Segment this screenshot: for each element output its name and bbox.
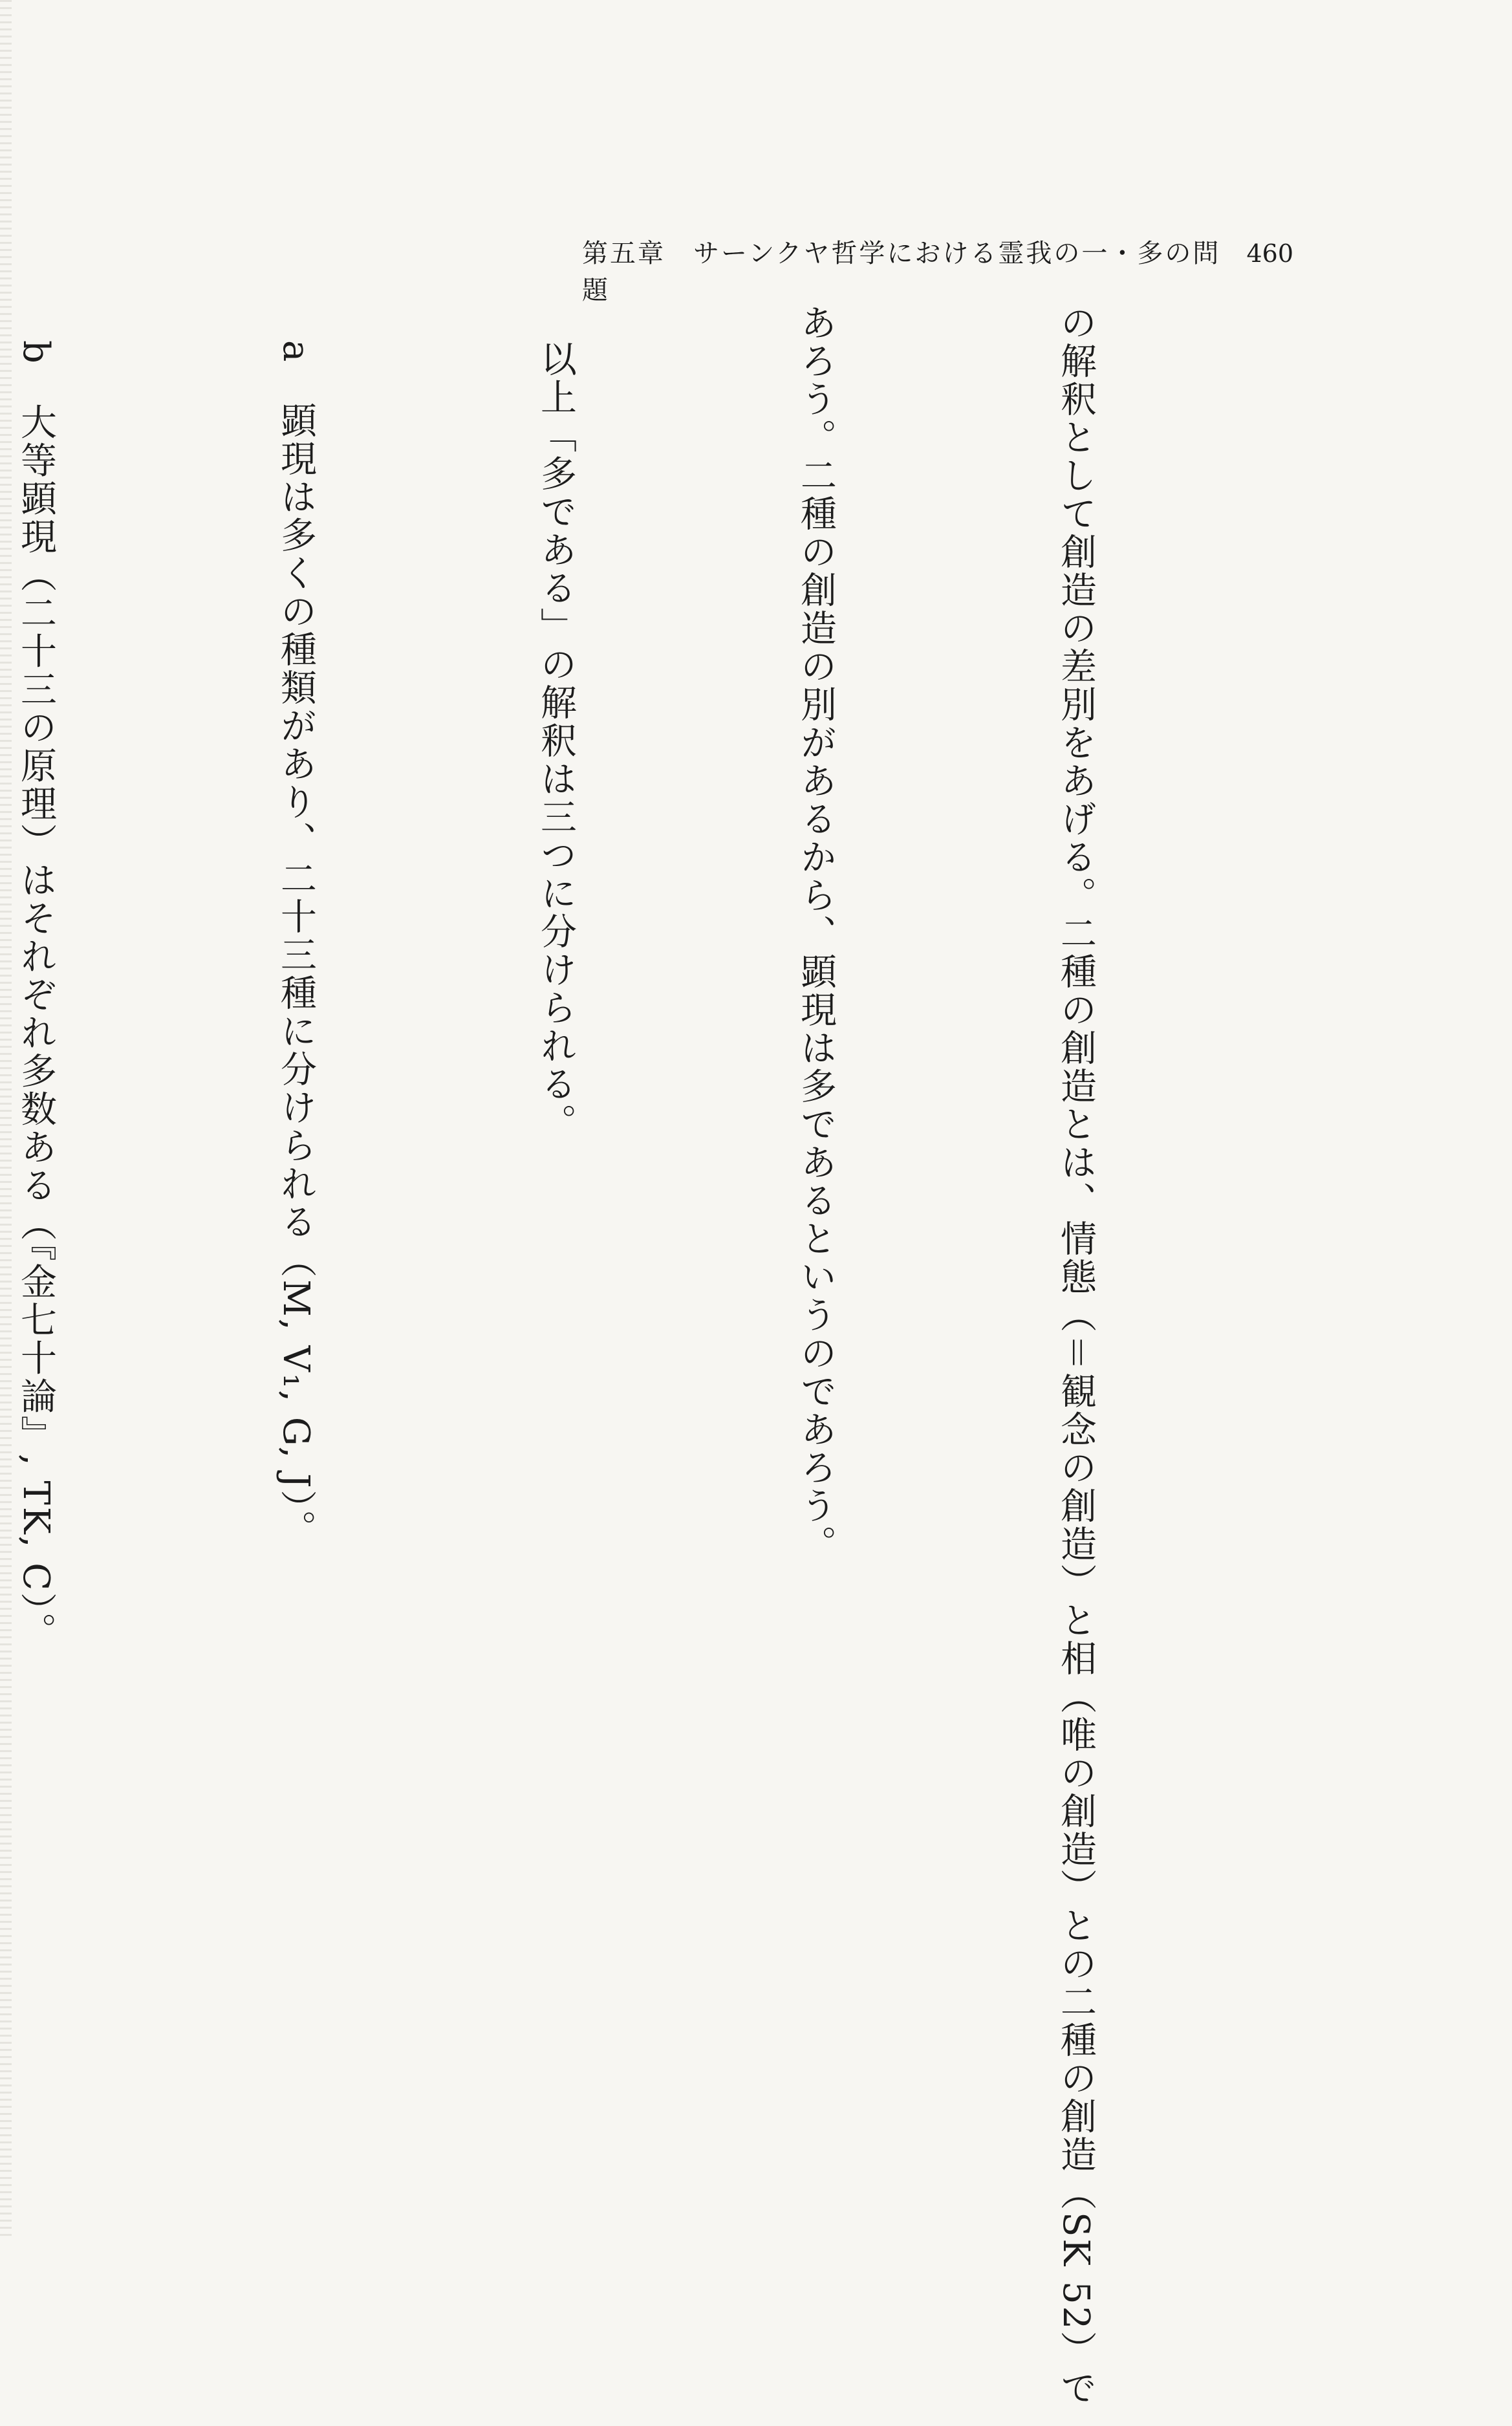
text-line: の解釈として創造の差別をあげる。二種の創造とは、情態（＝観念の創造）と相（唯の創造）との二種の創造（SK 52）で (1055, 304, 1097, 2408)
text-line: a 顕現は多くの種類があり、二十三種に分けられる（M, V₁, G, J）。 (275, 340, 317, 1548)
text-line: b 大等顕現（二十三の原理）はそれぞれ多数ある（『金七十論』, TK, C）。 (15, 340, 57, 1651)
body-text (15, 304, 1292, 2408)
text-line: 以上「多である」の解釈は三つに分けられる。 (535, 340, 577, 1142)
running-head (582, 233, 1293, 307)
running-title: 第五章 サーンクヤ哲学における霊我の一・多の問題 (582, 239, 1221, 305)
text-line: あろう。二種の創造の別があるから、顕現は多であるというのであろう。 (795, 304, 837, 1563)
page-number: 460 (1246, 239, 1293, 268)
